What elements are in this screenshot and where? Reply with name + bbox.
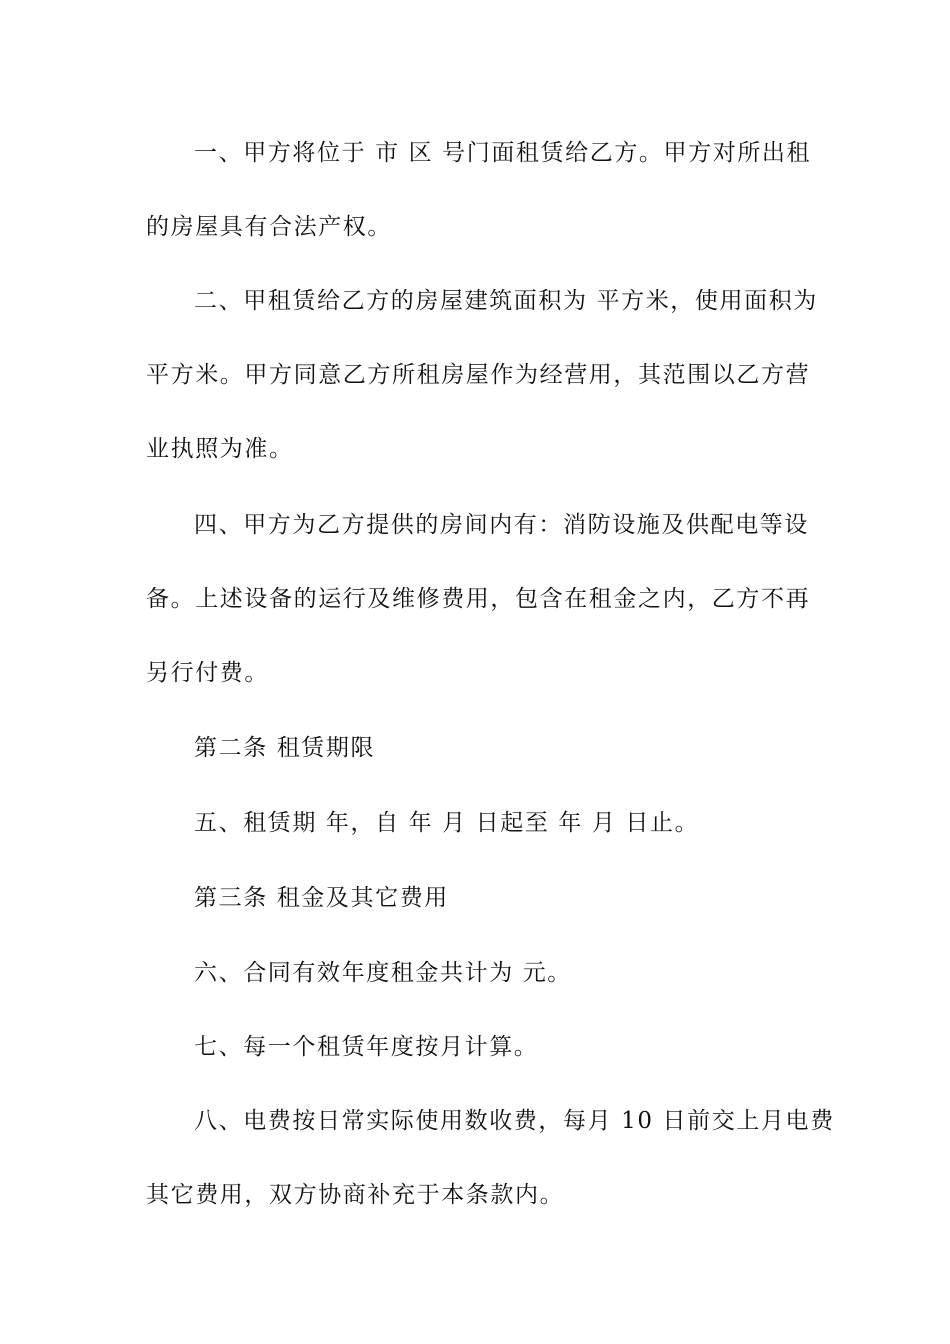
paragraph-clause-7 [146, 1010, 806, 1084]
paragraph-line: 二、甲租赁给乙方的房屋建筑面积为 平方米，使用面积为 [194, 288, 818, 314]
paragraph-line: 四、甲方为乙方提供的房间内有：消防设施及供配电等设 [194, 512, 809, 538]
paragraph-clause-4 [146, 488, 811, 710]
section-heading-term [146, 711, 806, 785]
paragraph-line: 八、电费按日常实际使用数收费，每月 10 日前交上月电费 [194, 1108, 835, 1134]
paragraph-line: 七、每一个租赁年度按月计算。 [194, 1034, 539, 1060]
paragraph-clause-5 [146, 786, 806, 860]
paragraph-line: 备。上述设备的运行及维修费用，包含在租金之内，乙方不再 [146, 586, 811, 612]
paragraph-line: 一、甲方将位于 市 区 号门面租赁给乙方。甲方对所出租 [194, 140, 812, 166]
paragraph-line: 其它费用，双方协商补充于本条款内。 [146, 1182, 565, 1208]
paragraph-line: 平方米。甲方同意乙方所租房屋作为经营用，其范围以乙方营 [146, 362, 811, 388]
paragraph-clause-1 [146, 116, 812, 264]
section-heading-rent [146, 861, 806, 935]
section-heading: 第三条 租金及其它费用 [194, 885, 449, 911]
paragraph-line: 业执照为准。 [146, 436, 294, 462]
paragraph-line: 五、租赁期 年，自 年 月 日起至 年 月 日止。 [194, 810, 700, 836]
paragraph-line: 另行付费。 [146, 660, 269, 686]
paragraph-clause-2 [146, 264, 818, 486]
paragraph-line: 六、合同有效年度租金共计为 元。 [194, 960, 572, 986]
section-heading: 第二条 租赁期限 [194, 735, 376, 761]
paragraph-clause-8 [146, 1084, 835, 1232]
paragraph-clause-6 [146, 936, 806, 1010]
paragraph-line: 的房屋具有合法产权。 [146, 214, 392, 240]
